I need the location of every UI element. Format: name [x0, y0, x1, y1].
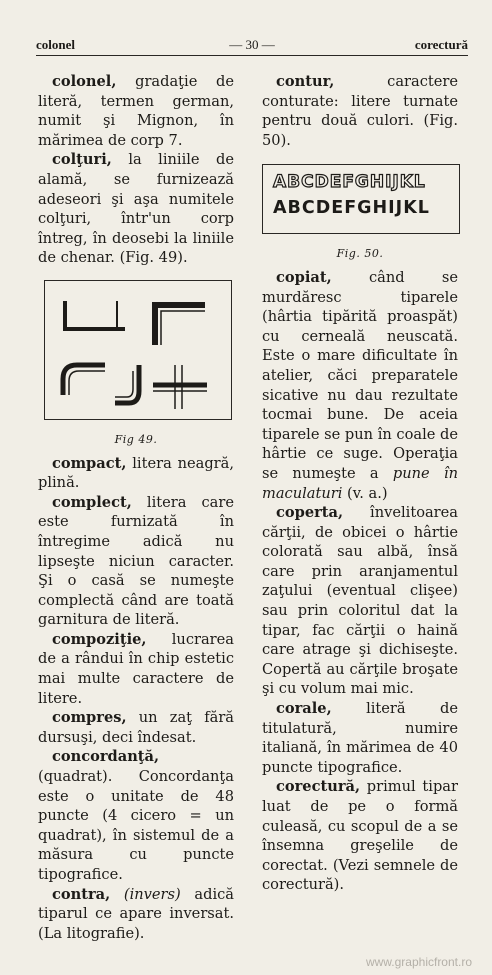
- site-watermark: www.graphicfront.ro: [365, 955, 472, 969]
- copiat-italic: pune în maculaturi: [262, 464, 458, 502]
- figure-49-corner-rules: [44, 280, 232, 420]
- term-concordanta: concordanţă,: [52, 748, 160, 766]
- entry-complect: [38, 493, 234, 630]
- figure-50-solid-row: ABCDEFGHIJKL: [273, 198, 430, 219]
- right-column: [262, 72, 458, 895]
- term-compres: compres,: [52, 709, 127, 727]
- header-left-term: colonel: [36, 37, 75, 52]
- term-colturi: colţuri,: [52, 151, 112, 169]
- def-complect: litera care este furnizată în întregime adică nu lipseşte niciun caracter. Şi o casă se numeşte complectă când are toată garnitura de literă.: [38, 493, 234, 629]
- def-colonel: gradaţie de literă, termen german, numit şi Mignon, în mărimea de corp 7.: [38, 73, 234, 149]
- def-corale: literă de titulatură, numire italiană, în mărimea de 40 puncte tipografice.: [262, 700, 458, 776]
- entry-concordanta: [38, 747, 234, 884]
- entry-compres: [38, 708, 234, 747]
- def-contur: caractere conturate: litere turnate pentru două culori. (Fig. 50).: [262, 73, 458, 149]
- term-contra: contra,: [52, 885, 111, 903]
- figure-50-caption: Fig. 50.: [336, 247, 384, 261]
- def-corectura: primul tipar luat de pe o formă culeasă, cu scopul de a se însemna greşelile de corectat. (Vezi semnele de corectură).: [262, 778, 458, 894]
- term-copiat: copiat,: [276, 268, 332, 286]
- term-compact: compact,: [52, 454, 127, 472]
- entry-coperta: [262, 503, 458, 699]
- entry-colonel: [38, 72, 234, 150]
- term-colonel: colonel,: [52, 73, 117, 90]
- entry-contur: [262, 72, 458, 150]
- term-coperta: coperta,: [276, 504, 344, 522]
- entry-colturi: [38, 150, 234, 268]
- def-coperta: învelitoarea cărţii, de obicei o hârtie colorată sau albă, însă care prin aranjamentul zaţului (eventual clişee) sau prin coloritul dat la tipar, fac cărţii o haină care atrage şi dichiseşte. Copertă au cărţile broşate şi cu volum mai mic.: [262, 504, 458, 698]
- figure-50-outlined-row: ABCDEFGHIJKL: [273, 172, 426, 193]
- left-column: [38, 72, 234, 943]
- def-compact: litera neagră, plină.: [38, 454, 234, 492]
- term-contur: contur,: [276, 73, 335, 90]
- running-header: [36, 37, 468, 53]
- figure-50-outlined-letters: [262, 164, 460, 234]
- term-compozitie: compoziţie,: [52, 630, 147, 648]
- copiat-tail: (v. a.): [342, 484, 388, 502]
- term-corectura: corectură,: [276, 778, 361, 796]
- header-right-term: corectură: [414, 37, 468, 52]
- entry-contra: [38, 885, 234, 944]
- def-contra: adică tiparul ce apare inversat. (La litografie).: [38, 885, 234, 942]
- def-compres: un zaţ fără dursuşi, deci îndesat.: [38, 709, 234, 746]
- entry-compact: [38, 454, 234, 493]
- contra-italic: (invers): [110, 885, 181, 903]
- def-colturi: la liniile de alamă, se furnizează adeseori şi aşa numitele colţuri, într'un corp întreg, în deosebi la liniile de chenar. (Fig. 49).: [38, 151, 234, 267]
- figure-49-caption: Fig 49.: [114, 432, 158, 446]
- entry-compozitie: [38, 630, 234, 708]
- def-copiat: când se murdăresc tiparele (hârtia tipărită proaspăt) cu cerneală neuscată. Este o mare dificultate în atelier, căci preparatele sicative nu dau rezultate tocmai bune. De aceia tiparele se pun în coale de hârtie ce suge. Operaţia se numeşte a: [262, 268, 458, 482]
- def-concordanta: (quadrat). Concordanţa este o unitate de 48 puncte (4 cicero = un quadrat), în sistemul de a măsura cu puncte tipografice.: [38, 768, 234, 883]
- page-number: — 30 —: [229, 37, 275, 52]
- term-corale: corale,: [276, 700, 332, 718]
- entry-corale: [262, 699, 458, 777]
- def-compozitie: lucrarea de a rândui în chip estetic mai multe caractere de litere.: [38, 630, 234, 707]
- entry-copiat: [262, 268, 458, 503]
- header-rule: [36, 55, 468, 56]
- term-complect: complect,: [52, 493, 132, 511]
- entry-corectura: [262, 777, 458, 895]
